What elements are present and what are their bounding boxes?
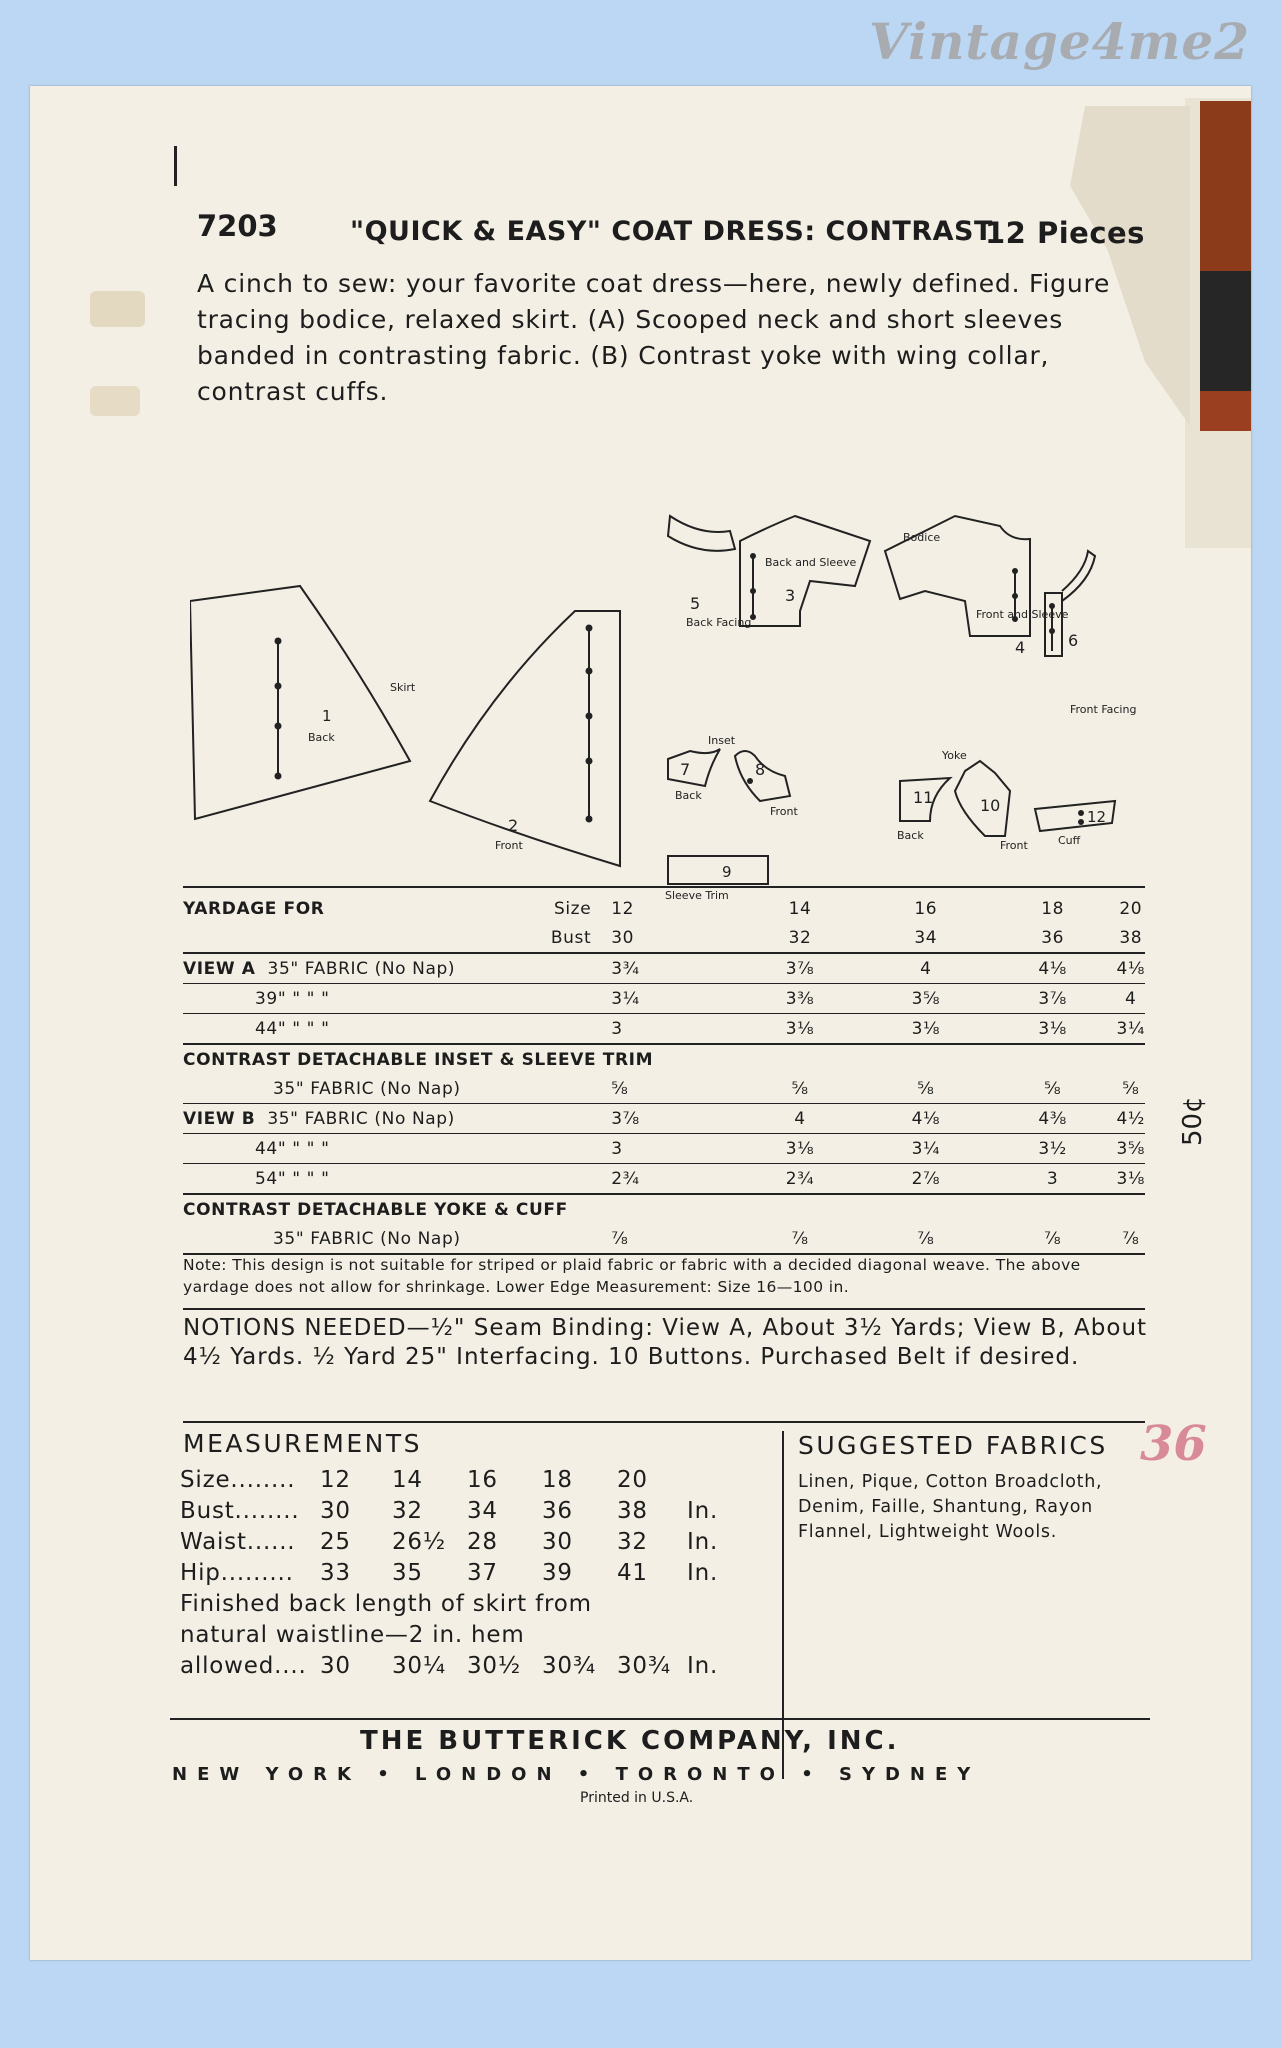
bust-cell: 36 [989,923,1117,953]
cell: 35 [392,1559,423,1586]
cover-brown-band [1200,101,1251,271]
unit: In. [687,1528,719,1555]
cover-red-band [1200,391,1251,431]
yardage-cell: ⅞ [989,1224,1117,1254]
fabric-label: 44" " " " [183,1014,611,1045]
table-row [183,1164,1145,1195]
yardage-cell: 4⅜ [989,1104,1117,1134]
piece-name: Back [897,829,924,842]
piece-3-back-sleeve [740,516,870,626]
row-label: allowed.... [180,1652,307,1679]
piece-number: 12 [1087,808,1107,826]
cell: 26½ [392,1528,446,1555]
fabric-label: 54" " " " [183,1164,611,1195]
yardage-cell: 3⅛ [1117,1164,1146,1195]
row-label: Bust........ [180,1497,300,1524]
cell: 41 [617,1559,648,1586]
cover-black-band [1200,271,1251,391]
piece-name: Sleeve Trim [665,889,729,902]
yardage-cell: 3⅞ [737,953,863,984]
cell: 30¼ [392,1652,446,1679]
unit [687,1464,732,1495]
size-label: Size [553,898,592,919]
piece-name: Front Facing [1070,703,1137,716]
cell: 28 [467,1528,498,1555]
suggested-fabrics-list: Linen, Pique, Cotton Broadcloth, Denim, Faille, Shantung, Rayon Flannel, Lightweight Wools. [798,1472,1103,1542]
yardage-cell: 4⅛ [863,1104,989,1134]
yardage-cell: ⅝ [1117,1074,1146,1104]
yardage-cell: 3¼ [863,1134,989,1164]
piece-number: 8 [755,760,766,779]
view-label: VIEW B [183,1108,256,1129]
unit: In. [687,1497,719,1524]
cell: 36 [542,1497,573,1524]
fabric-label: 44" " " " [183,1134,611,1164]
piece-number: 1 [322,707,332,725]
view-label: VIEW A [183,958,256,979]
yardage-cell: 3¼ [611,984,737,1014]
price-label: 50¢ [1178,1096,1208,1146]
yardage-cell: 2⅞ [863,1164,989,1195]
row-label: Waist...... [180,1528,296,1555]
bust-cell: 38 [1117,923,1146,953]
watermark-text: Vintage4me2 [869,12,1250,71]
size-cell: 12 [611,898,635,919]
fabric-label: 35" FABRIC (No Nap) [183,1074,611,1104]
yardage-cell: 3⅛ [863,1014,989,1045]
printed-in: Printed in U.S.A. [580,1790,694,1806]
yardage-cell: 3⅛ [989,1014,1117,1045]
piece-name: Front [495,839,523,852]
skirt-label: Skirt [390,681,416,694]
cell: 37 [467,1559,498,1586]
pattern-number: 7203 [197,209,278,243]
bust-cell: 30 [611,923,737,953]
handwritten-number: 36 [1140,1416,1207,1472]
size-cell: 14 [788,898,812,919]
yardage-cell: ⅝ [611,1074,737,1104]
yardage-cell: 3⅛ [737,1134,863,1164]
yardage-cell: 3 [611,1014,737,1045]
piece-2-skirt-front [430,611,620,866]
yardage-cell: ⅞ [611,1224,737,1254]
piece-number: 2 [508,816,519,835]
bust-cell: 32 [737,923,863,953]
piece-name: Back Facing [686,616,752,629]
piece-name: Back [308,731,335,744]
bust-cell: 34 [863,923,989,953]
back-length-text: Finished back length of skirt from [180,1590,592,1617]
measurements-heading: MEASUREMENTS [183,1429,423,1458]
pieces-count: 12 Pieces [985,216,1145,250]
piece-number: 4 [1015,638,1026,657]
cell: 30 [542,1528,573,1555]
cell: 32 [617,1528,648,1555]
piece-name: Front and Sleeve [976,608,1069,621]
yardage-cell: ⅝ [737,1074,863,1104]
cell: 33 [320,1559,351,1586]
yardage-cell: 3 [989,1164,1117,1195]
size-cell: 18 [1041,898,1065,919]
row-label: Size........ [180,1466,296,1493]
yardage-cell: 3⅛ [737,1014,863,1045]
rule [183,1421,1145,1423]
yardage-cell: 4⅛ [989,953,1117,984]
table-row [183,1014,1145,1045]
piece-name: Front [1000,839,1028,852]
piece-7-inset-back [668,749,720,786]
fabric-label: 39" " " " [183,984,611,1014]
company-name: THE BUTTERICK COMPANY, INC. [360,1726,900,1756]
pattern-envelope-back [30,86,1251,1960]
piece-number: 5 [690,594,701,613]
cell: 30 [320,1652,351,1679]
table-row [180,1526,732,1557]
cell: 30¾ [617,1652,671,1679]
yardage-cell: 4 [1117,984,1146,1014]
section-heading: CONTRAST DETACHABLE INSET & SLEEVE TRIM [183,1049,654,1070]
yardage-cell: 4½ [1117,1104,1146,1134]
bodice-label: Bodice [903,531,941,544]
piece-name: Front [770,805,798,818]
fabric-label: 35" FABRIC (No Nap) [267,1108,455,1129]
piece-number: 10 [980,796,1001,815]
yardage-cell: 3⅞ [989,984,1117,1014]
table-row [180,1495,732,1526]
yardage-cell: 2¾ [737,1164,863,1195]
cell: 30½ [467,1652,521,1679]
suggested-fabrics-heading: SUGGESTED FABRICS [798,1431,1108,1460]
size-cell: 20 [1119,898,1143,919]
inset-label: Inset [708,734,736,747]
yardage-cell: 3⅞ [611,1104,737,1134]
size-cell: 16 [914,898,938,919]
table-row [183,1194,1145,1224]
piece-number: 7 [680,760,691,779]
section-heading: CONTRAST DETACHABLE YOKE & CUFF [183,1199,568,1220]
yardage-cell: 3⅝ [863,984,989,1014]
table-row [183,1044,1145,1074]
piece-5-back-facing [668,516,735,551]
cell: 18 [542,1466,573,1493]
table-top-rule [183,886,1145,888]
unit: In. [687,1559,719,1586]
piece-name: Back [675,789,702,802]
tape-mark [90,291,145,327]
table-row [183,1104,1145,1134]
table-row [183,1074,1145,1104]
yardage-heading: YARDAGE FOR [183,898,325,919]
yardage-cell: 3½ [989,1134,1117,1164]
rule [183,1308,1145,1310]
tape-mark [90,386,140,416]
pattern-title: "QUICK & EASY" COAT DRESS: CONTRAST [350,216,993,247]
piece-9-sleeve-trim [668,856,768,884]
fabric-label: 35" FABRIC (No Nap) [267,958,456,979]
cell: 25 [320,1528,351,1555]
piece-number: 3 [785,586,796,605]
cell: 30¾ [542,1652,596,1679]
yardage-cell: ⅞ [1117,1224,1146,1254]
cell: 39 [542,1559,573,1586]
piece-name: Cuff [1058,834,1081,847]
table-row [183,1224,1145,1254]
yardage-cell: 3⅝ [1117,1134,1146,1164]
yoke-label: Yoke [942,749,967,762]
yardage-cell: ⅞ [737,1224,863,1254]
cell: 16 [467,1466,498,1493]
cell: 20 [617,1466,648,1493]
cell: 12 [320,1466,351,1493]
cell: 32 [392,1497,423,1524]
table-row [180,1650,732,1681]
yardage-cell: ⅝ [989,1074,1117,1104]
yardage-cell: ⅞ [863,1224,989,1254]
piece-number: 6 [1068,631,1079,650]
rule [170,1718,1150,1720]
table-row [180,1557,732,1588]
yardage-cell: ⅝ [863,1074,989,1104]
cell: 34 [467,1497,498,1524]
row-label: Hip......... [180,1559,294,1586]
measurements-table [180,1464,732,1681]
pencil-mark [174,146,177,186]
yardage-cell: 4 [737,1104,863,1134]
table-row [180,1464,732,1495]
yardage-cell: 4⅛ [1117,953,1146,984]
yardage-cell: 3¼ [1117,1014,1146,1045]
table-row [183,984,1145,1014]
bust-label: Bust [475,923,612,953]
piece-number: 9 [722,863,732,881]
piece-number: 11 [913,788,934,807]
yardage-cell: 2¾ [611,1164,737,1195]
pattern-pieces-diagram [190,441,1180,911]
cell: 30 [320,1497,351,1524]
unit: In. [687,1652,719,1679]
table-row [183,1134,1145,1164]
cell: 14 [392,1466,423,1493]
notions-needed: NOTIONS NEEDED—½" Seam Binding: View A, About 3½ Yards; View B, About 4½ Yards. ½ Yard 25" Interfacing. 10 Buttons. Purchased Belt if desired. [183,1315,1148,1370]
piece-1-skirt-back [190,586,410,819]
piece-6-front-facing [1045,593,1062,656]
yardage-note: Note: This design is not suitable for striped or plaid fabric or fabric with a decided diagonal weave. The above yardage does not allow for shrinkage. Lower Edge Measurement: Size 16—100 in. [183,1256,1081,1296]
yardage-table [183,894,1145,1255]
cell: 38 [617,1497,648,1524]
yardage-cell: 3¾ [611,953,737,984]
back-length-text: natural waistline—2 in. hem [180,1621,525,1648]
table-row [183,953,1145,984]
pattern-description: A cinch to sew: your favorite coat dress—here, newly defined. Figure tracing bodice, relaxed skirt. (A) Scooped neck and short sleeves banded in contrasting fabric. (B) Contrast yoke with wing collar, contrast cuffs. [197,269,1111,406]
piece-name: Back and Sleeve [765,556,857,569]
yardage-cell: 3⅜ [737,984,863,1014]
fabric-label: 35" FABRIC (No Nap) [183,1224,611,1254]
yardage-cell: 4 [863,953,989,984]
yardage-cell: 3 [611,1134,737,1164]
company-cities: NEW YORK • LONDON • TORONTO • SYDNEY [172,1764,981,1785]
